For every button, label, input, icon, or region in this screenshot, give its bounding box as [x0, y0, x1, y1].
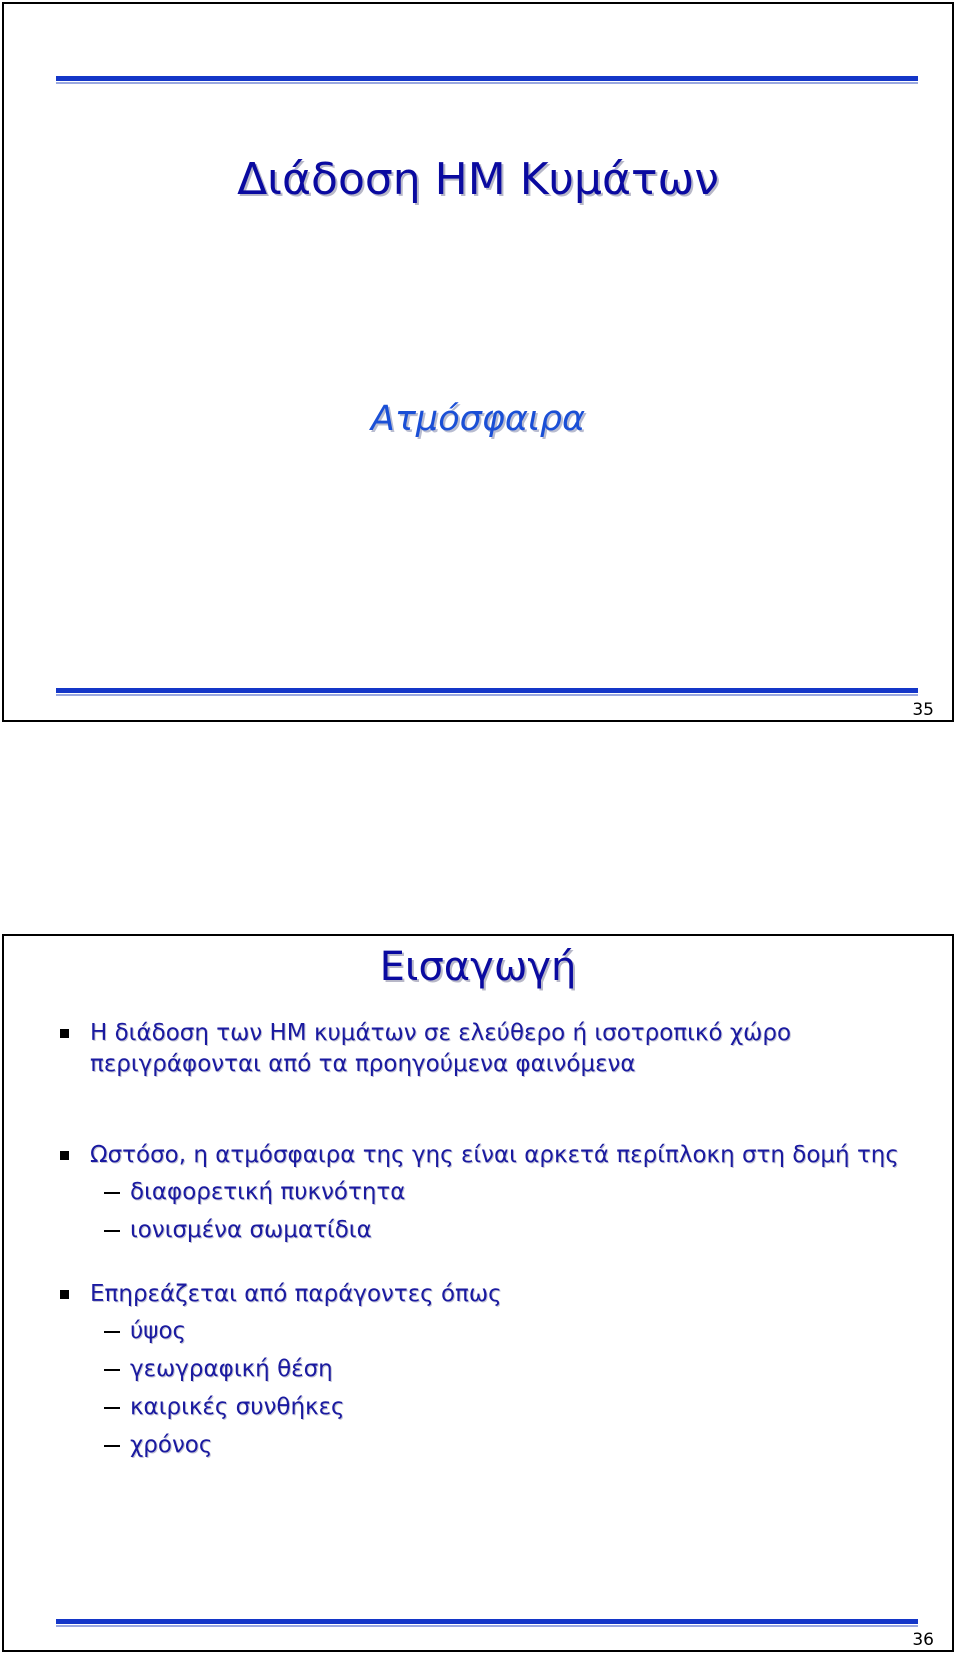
sub-item-text: ιονισμένα σωματίδια [130, 1217, 372, 1243]
bullet-text: Επηρεάζεται από παράγοντες όπως [90, 1281, 502, 1307]
dash-bullet-icon [104, 1407, 120, 1409]
sub-item-text: ύψος [130, 1318, 187, 1344]
dash-bullet-icon [104, 1331, 120, 1333]
square-bullet-icon [60, 1029, 69, 1038]
sub-item-text: διαφορετική πυκνότητα [130, 1179, 406, 1205]
sub-item [56, 1354, 912, 1385]
bullet-text: Ωστόσο, η ατμόσφαιρα της γης είναι αρκετά περίπλοκη στη δομή της [90, 1142, 899, 1168]
square-bullet-icon [60, 1290, 69, 1299]
slide-subtitle: Ατμόσφαιρα [370, 399, 586, 439]
bullet-item [56, 1140, 912, 1246]
sub-list [90, 1316, 912, 1461]
dash-bullet-icon [104, 1230, 120, 1232]
dash-bullet-icon [104, 1445, 120, 1447]
slide-title: Εισαγωγή [379, 944, 577, 990]
bullet-text: Η διάδοση των ΗΜ κυμάτων σε ελεύθερο ή ισοτροπικό χώρο περιγράφονται από τα προηγούμενα φαινόμενα [90, 1020, 792, 1077]
sub-item [56, 1430, 912, 1461]
sub-list [90, 1177, 912, 1246]
slide-title: Διάδοση ΗΜ Κυμάτων [237, 154, 719, 205]
bullet-item [56, 1018, 912, 1080]
dash-bullet-icon [104, 1369, 120, 1371]
sub-item [56, 1316, 912, 1347]
sub-item [56, 1177, 912, 1208]
bullet-list [56, 1018, 912, 1468]
bottom-rule [56, 688, 918, 696]
dash-bullet-icon [104, 1192, 120, 1194]
sub-item [56, 1392, 912, 1423]
page-number: 35 [912, 700, 934, 720]
page-number: 36 [912, 1630, 934, 1650]
slide-35 [2, 2, 954, 722]
bullet-item [56, 1279, 912, 1461]
sub-item-text: γεωγραφική θέση [130, 1356, 333, 1382]
sub-item-text: χρόνος [130, 1432, 213, 1458]
square-bullet-icon [60, 1151, 69, 1160]
slide-36 [2, 934, 954, 1652]
sub-item-text: καιρικές συνθήκες [130, 1394, 345, 1420]
sub-item [56, 1215, 912, 1246]
bottom-rule [56, 1619, 918, 1627]
top-rule [56, 76, 918, 84]
